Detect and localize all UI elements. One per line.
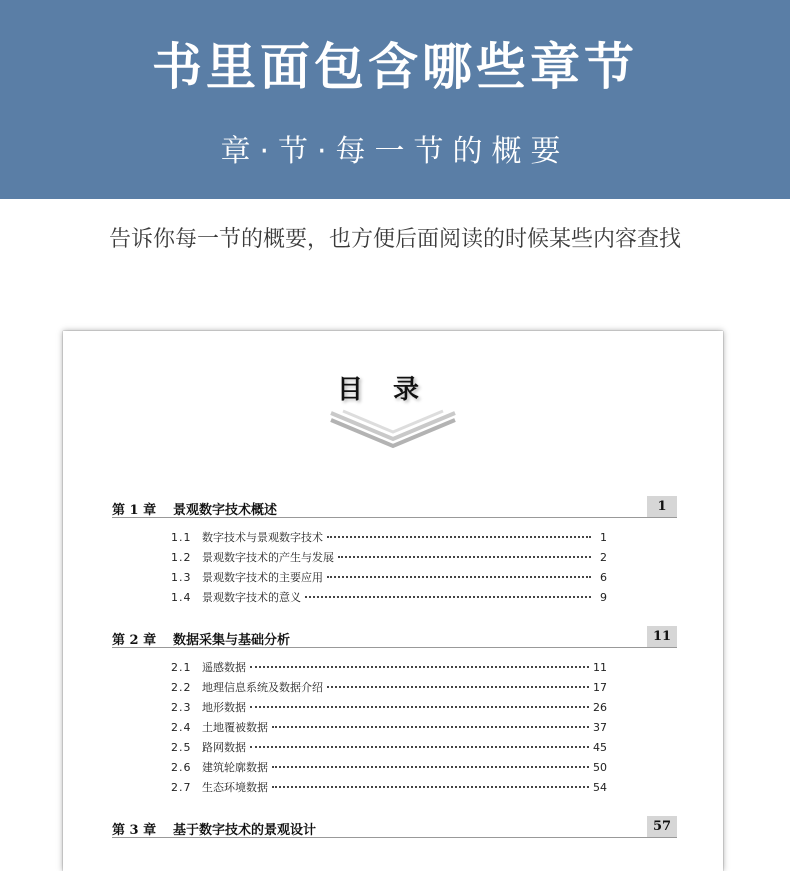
section-number: 2.7 [171, 781, 192, 794]
chapter-page-badge: 11 [647, 626, 677, 647]
section-row[interactable] [171, 719, 607, 737]
section-page: 1 [600, 531, 607, 544]
section-row[interactable] [171, 779, 607, 797]
section-title: 地形数据 [202, 701, 246, 714]
section-number: 2.4 [171, 721, 192, 734]
dot-leader [327, 536, 591, 538]
section-number: 2.3 [171, 701, 192, 714]
intro-text: 告诉你每一节的概要，也方便后面阅读的时候某些内容查找 [108, 227, 681, 252]
section-row[interactable] [171, 569, 607, 587]
section-row[interactable] [171, 589, 607, 607]
section-row[interactable] [171, 529, 607, 547]
section-number: 2.2 [171, 681, 192, 694]
section-page: 37 [593, 721, 607, 734]
section-page: 17 [593, 681, 607, 694]
chapter-title: 数据采集与基础分析 [173, 633, 291, 648]
dot-leader [305, 596, 591, 598]
section-number: 1.3 [171, 571, 192, 584]
section-row[interactable] [171, 549, 607, 567]
section-title: 土地覆被数据 [202, 721, 268, 734]
chapter-number: 第 3 章 [112, 823, 157, 838]
section-title: 建筑轮廓数据 [202, 761, 268, 774]
dot-leader [250, 666, 589, 668]
section-title: 地理信息系统及数据介绍 [202, 681, 323, 694]
section-number: 2.6 [171, 761, 192, 774]
chapter-row[interactable] [112, 496, 677, 518]
section-page: 50 [593, 761, 607, 774]
dot-leader [272, 786, 589, 788]
chapter-page-badge: 57 [647, 816, 677, 837]
section-title: 景观数字技术的产生与发展 [202, 551, 334, 564]
section-number: 1.2 [171, 551, 192, 564]
section-page: 54 [593, 781, 607, 794]
section-row[interactable] [171, 759, 607, 777]
toc-page-image [63, 331, 723, 871]
chevron-decoration-icon [323, 409, 463, 451]
section-row[interactable] [171, 659, 607, 677]
chapter-row[interactable] [112, 816, 677, 838]
section-number: 2.1 [171, 661, 192, 674]
section-page: 9 [600, 591, 607, 604]
section-title: 路网数据 [202, 741, 246, 754]
section-row[interactable] [171, 739, 607, 757]
chapter-number: 第 1 章 [112, 503, 157, 518]
section-page: 6 [600, 571, 607, 584]
dot-leader [327, 576, 591, 578]
banner-subtitle: 章·节·每一节的概要 [220, 134, 570, 169]
section-page: 2 [600, 551, 607, 564]
dot-leader [272, 766, 589, 768]
header-banner [0, 0, 790, 199]
chapter-title: 景观数字技术概述 [173, 503, 278, 518]
section-page: 45 [593, 741, 607, 754]
dot-leader [272, 726, 589, 728]
chapter-row[interactable] [112, 626, 677, 648]
section-title: 景观数字技术的主要应用 [202, 571, 323, 584]
section-page: 26 [593, 701, 607, 714]
section-title: 生态环境数据 [202, 781, 268, 794]
banner-title: 书里面包含哪些章节 [152, 37, 638, 96]
section-title: 数字技术与景观数字技术 [202, 531, 323, 544]
section-row[interactable] [171, 699, 607, 717]
dot-leader [250, 746, 589, 748]
chapter-number: 第 2 章 [112, 633, 157, 648]
section-number: 1.4 [171, 591, 192, 604]
dot-leader [250, 706, 589, 708]
section-number: 1.1 [171, 531, 192, 544]
section-page: 11 [593, 661, 607, 674]
dot-leader [338, 556, 591, 558]
section-title: 遥感数据 [202, 661, 246, 674]
section-row[interactable] [171, 679, 607, 697]
chapter-page-badge: 1 [647, 496, 677, 517]
toc-heading: 目录 [336, 375, 449, 405]
chapter-title: 基于数字技术的景观设计 [173, 823, 317, 838]
section-number: 2.5 [171, 741, 192, 754]
dot-leader [327, 686, 589, 688]
section-title: 景观数字技术的意义 [202, 591, 301, 604]
